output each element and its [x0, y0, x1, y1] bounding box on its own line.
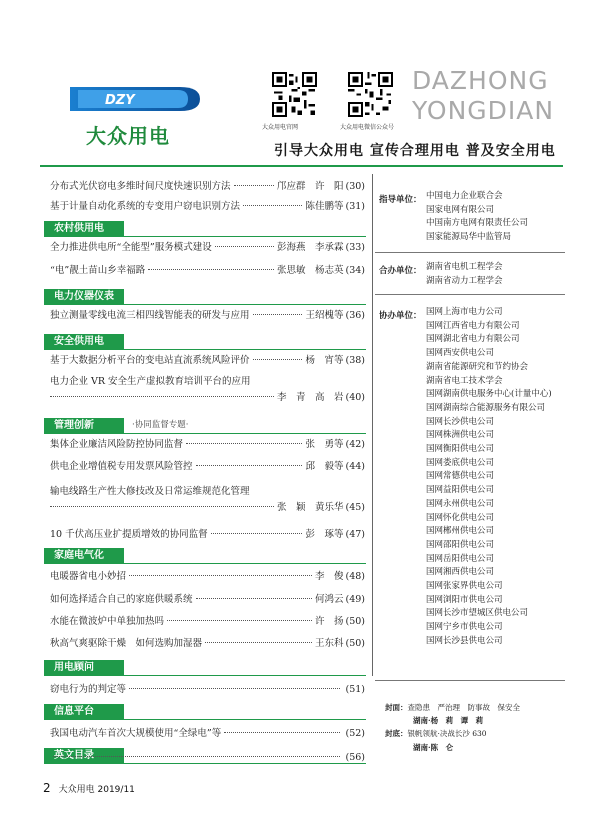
toc-entry-author: 李 俊 [314, 571, 344, 582]
assist-unit: 国网西安供电公司 [426, 348, 495, 359]
magazine-logo [60, 72, 210, 152]
section-header-1 [44, 289, 124, 304]
toc-entry-author: 陈佳鹏等 [305, 201, 344, 212]
assist-unit: 国网衡阳供电公司 [426, 444, 495, 455]
toc-entry-page: (38) [345, 355, 365, 366]
section-header-3 [44, 418, 189, 433]
dot-leader [129, 688, 340, 689]
header-divider [40, 165, 563, 167]
section-title: 管理创新 [54, 420, 94, 431]
toc-entry [50, 593, 365, 606]
toc-entry-page: (45) [345, 502, 365, 513]
cover-back-label: 封底： [385, 729, 408, 738]
guide-units [426, 190, 528, 245]
assist-unit: 国网湖南综合能源服务有限公司 [426, 402, 546, 413]
slogan: 引导大众用电 宣传合理用电 普及安全用电 [274, 143, 556, 159]
assist-units [426, 306, 552, 649]
toc-entry-author: 王东科 [314, 638, 344, 649]
toc-entry [50, 438, 365, 451]
section-title: 农村供用电 [54, 223, 104, 234]
toc-entry-title: 如何选择适合自己的家庭供暖系统 [50, 594, 193, 605]
footer-text: 大众用电 2019/11 [58, 785, 135, 795]
dot-leader [196, 465, 303, 466]
toc-entry-page: (30) [345, 181, 365, 192]
panel-separator [375, 680, 565, 681]
toc-entry-author: 何鸿云 [314, 594, 344, 605]
toc-entry-row [50, 438, 365, 451]
toc-entry [50, 485, 365, 514]
cover-front-line2: 湖南·杨 莉 谭 莉 [413, 716, 484, 725]
toc-entry-title: 窃电行为的判定等 [50, 684, 127, 695]
toc-entry-page: (52) [345, 728, 365, 739]
toc-entry-title: 独立测量零线电流三相四线智能表的研发与应用 [50, 310, 250, 321]
co-label: 合办单位： [379, 266, 422, 276]
dot-leader [167, 620, 312, 621]
toc-entry-title: 集体企业廉洁风险防控协同监督 [50, 439, 184, 450]
assist-unit: 国网湖南供电服务中心(计量中心) [426, 389, 552, 400]
toc-entry [50, 241, 365, 254]
toc-entry [50, 354, 365, 367]
dot-leader [196, 598, 312, 599]
dot-leader [234, 185, 274, 186]
toc-entry-author: 张思敏 杨志英 [276, 265, 344, 276]
section-title: 家庭电气化 [54, 550, 104, 561]
dot-leader [53, 756, 340, 757]
toc-entry-page: (44) [345, 461, 365, 472]
page-number: 2 [43, 781, 51, 795]
assist-unit: 国网常德供电公司 [426, 471, 495, 482]
section-title: 英文目录 [54, 750, 94, 761]
section-underline [44, 563, 366, 564]
toc-entry-row [50, 200, 365, 213]
assist-unit: 国网长沙县供电公司 [426, 635, 503, 646]
column-divider [372, 174, 373, 676]
toc-entry-row [50, 570, 365, 583]
toc-entry-title: 我国电动汽车首次大规模使用“全绿电”等 [50, 728, 222, 739]
dot-leader [253, 359, 303, 360]
section-header-6 [44, 704, 124, 719]
toc-entry-author: 邝应群 许 阳 [276, 181, 344, 192]
toc-entry-page: (56) [345, 752, 365, 763]
toc-entry-row [50, 751, 365, 764]
toc-entry-title: 供电企业增值税专用发票风险管控 [50, 461, 193, 472]
assist-unit: 国网江西省电力有限公司 [426, 320, 520, 331]
toc-entry-row [50, 615, 365, 628]
dot-leader [50, 396, 274, 397]
toc-entry-author: 王绍槐等 [305, 310, 344, 321]
assist-unit: 国网株洲供电公司 [426, 430, 495, 441]
toc-entry-author: 杨 宵等 [305, 355, 344, 366]
toc-entry [50, 615, 365, 628]
assist-unit: 湖南省能源研究和节约协会 [426, 361, 529, 372]
toc-entry-title: 基于大数据分析平台的变电站直流系统风险评价 [50, 355, 250, 366]
toc-entry-row [50, 391, 365, 404]
assist-unit: 国网怀化供电公司 [426, 512, 495, 523]
brand-name-line2: YONGDIAN [412, 96, 555, 125]
assist-unit: 国网湘西供电公司 [426, 567, 495, 578]
toc-entry [50, 200, 365, 213]
section-title: 用电顾问 [54, 662, 94, 673]
toc-entry [50, 727, 365, 740]
toc-entry-author: 张 颖 黄乐华 [276, 502, 344, 513]
assist-unit: 国网邵阳供电公司 [426, 539, 495, 550]
toc-entry [50, 460, 365, 473]
toc-entry-author: 李 青 高 岩 [276, 392, 344, 403]
section-title: 电力仪器仪表 [54, 291, 114, 302]
toc-entry-row [50, 727, 365, 740]
panel-separator [375, 252, 565, 253]
qr-code-website [272, 72, 317, 117]
toc-entry [50, 751, 365, 764]
qr-code-wechat [348, 72, 393, 117]
co-unit: 湖南省动力工程学会 [426, 275, 503, 286]
section-underline [44, 349, 366, 350]
toc-entry-page: (48) [345, 571, 365, 582]
toc-entry [50, 683, 365, 696]
cover-back-line1: 银帆领航·决战长沙 630 [407, 729, 487, 738]
toc-entry-page: (47) [345, 529, 365, 540]
guide-unit: 国家能源局华中监管局 [426, 232, 512, 243]
toc-entry [50, 309, 365, 322]
logo-mark: DZY [105, 93, 135, 108]
cover-front [385, 702, 520, 713]
assist-unit: 国网张家界供电公司 [426, 581, 503, 592]
assist-unit: 国网长沙市望城区供电公司 [426, 608, 529, 619]
toc-entry [50, 375, 365, 404]
guide-label: 指导单位： [379, 195, 422, 205]
guide-unit: 中国南方电网有限责任公司 [426, 218, 529, 229]
assist-unit: 国网娄底供电公司 [426, 457, 495, 468]
assist-unit: 湖南省电工技术学会 [426, 375, 503, 386]
toc-entry-page: (34) [345, 265, 365, 276]
section-underline [44, 433, 366, 434]
toc-entry [50, 264, 365, 277]
dot-leader [205, 642, 312, 643]
toc-entry-row [50, 354, 365, 367]
dot-leader [224, 732, 340, 733]
toc-entry-page: (42) [345, 439, 365, 450]
toc-entry-title: 输电线路生产性大修技改及日常运维规范化管理 [50, 486, 250, 497]
section-title: 安全供用电 [54, 336, 104, 347]
co-units [426, 261, 503, 288]
section-underline [44, 719, 366, 720]
dot-leader [253, 314, 303, 315]
toc-entry [50, 637, 365, 650]
assist-unit: 国网永州供电公司 [426, 498, 495, 509]
toc-entry-row [50, 241, 365, 254]
section-header-4 [44, 548, 124, 563]
toc-entry-row [50, 264, 365, 277]
assist-unit: 国网宁乡市供电公司 [426, 622, 503, 633]
toc-entry-page: (49) [345, 594, 365, 605]
toc-entry-row [50, 309, 365, 322]
toc-entry-title: 水能在微波炉中单独加热吗 [50, 616, 165, 627]
toc-entry-author: 彭 琢等 [305, 529, 344, 540]
section-header-0 [44, 221, 124, 236]
assist-unit: 国网岳阳供电公司 [426, 553, 495, 564]
dot-leader [186, 443, 302, 444]
toc-entry-author: 张 勇等 [305, 439, 344, 450]
section-underline [44, 304, 366, 305]
dot-leader [211, 533, 303, 534]
toc-entry-row [50, 637, 365, 650]
toc-entry-row [50, 593, 365, 606]
logo-text: 大众用电 [86, 124, 170, 148]
toc-entry-title: 分布式光伏窃电多维时间尺度快速识别方法 [50, 181, 231, 192]
toc-entry-title: 全力推进供电所“全能型”服务模式建设 [50, 242, 212, 253]
co-unit: 湖南省电机工程学会 [426, 262, 503, 272]
assist-unit: 国网浏阳市供电公司 [426, 594, 503, 605]
guide-unit: 国家电网有限公司 [426, 204, 495, 215]
assist-unit: 国网益阳供电公司 [426, 485, 495, 496]
dot-leader [215, 246, 274, 247]
toc-entry-row [50, 460, 365, 473]
brand-name-line1: DAZHONG [412, 66, 549, 95]
panel-separator [375, 294, 565, 295]
toc-entry-title: 10 千伏高压业扩提质增效的协同监督 [50, 529, 208, 540]
cover-back-line2: 湖南·陈 仑 [413, 743, 454, 752]
cover-front-label: 封面： [385, 703, 408, 712]
section-underline [44, 236, 366, 237]
section-header-5 [44, 660, 124, 675]
guide-unit: 中国电力企业联合会 [426, 191, 503, 201]
toc-entry-page: (33) [345, 242, 365, 253]
toc-entry-page: (50) [345, 638, 365, 649]
toc-entry-page: (51) [345, 684, 365, 695]
cover-front-line1: 查隐患 严治理 防事故 保安全 [407, 703, 520, 712]
cover-back [385, 728, 487, 739]
toc-entry-title: 电暖器省电小妙招 [50, 571, 127, 582]
section-header-2 [44, 334, 124, 349]
toc-entry-row [50, 501, 365, 514]
toc-entry [50, 528, 365, 541]
section-underline [44, 675, 366, 676]
dot-leader [50, 506, 274, 507]
section-tag: ·协同监督专题· [132, 420, 189, 430]
toc-entry-page: (36) [345, 310, 365, 321]
toc-entry-title: 电力企业 VR 安全生产虚拟教育培训平台的应用 [50, 376, 251, 387]
dot-leader [129, 575, 312, 576]
qr1-caption: 大众用电官网 [262, 124, 299, 131]
toc-entry-row [50, 528, 365, 541]
toc-entry [50, 570, 365, 583]
section-title: 信息平台 [54, 706, 94, 717]
toc-entry-row [50, 180, 365, 193]
dot-leader [148, 269, 274, 270]
assist-unit: 国网湖北省电力有限公司 [426, 334, 520, 345]
toc-entry-author: 彭海燕 李承霖 [276, 242, 344, 253]
assist-unit: 国网郴州供电公司 [426, 526, 495, 537]
toc-entry-title: “电”靓土苗山乡幸福路 [50, 265, 146, 276]
toc-entry-page: (50) [345, 616, 365, 627]
toc-entry-page: (31) [345, 201, 365, 212]
assist-unit: 国网上海市电力公司 [426, 307, 503, 317]
toc-entry-title: 基于计量自动化系统的专变用户窃电识别方法 [50, 201, 241, 212]
toc-entry-row [50, 683, 365, 696]
toc-entry-author: 邱 毅等 [305, 461, 344, 472]
toc-entry-author: 许 扬 [314, 616, 344, 627]
assist-unit: 国网长沙供电公司 [426, 416, 495, 427]
dot-leader [243, 205, 302, 206]
assist-label: 协办单位： [379, 311, 422, 321]
toc-entry [50, 180, 365, 193]
toc-entry-title: 秋高气爽驱除干燥 如何选购加湿器 [50, 638, 203, 649]
page-footer [43, 781, 135, 795]
qr2-caption: 大众用电微信公众号 [340, 124, 395, 131]
toc-entry-page: (40) [345, 392, 365, 403]
